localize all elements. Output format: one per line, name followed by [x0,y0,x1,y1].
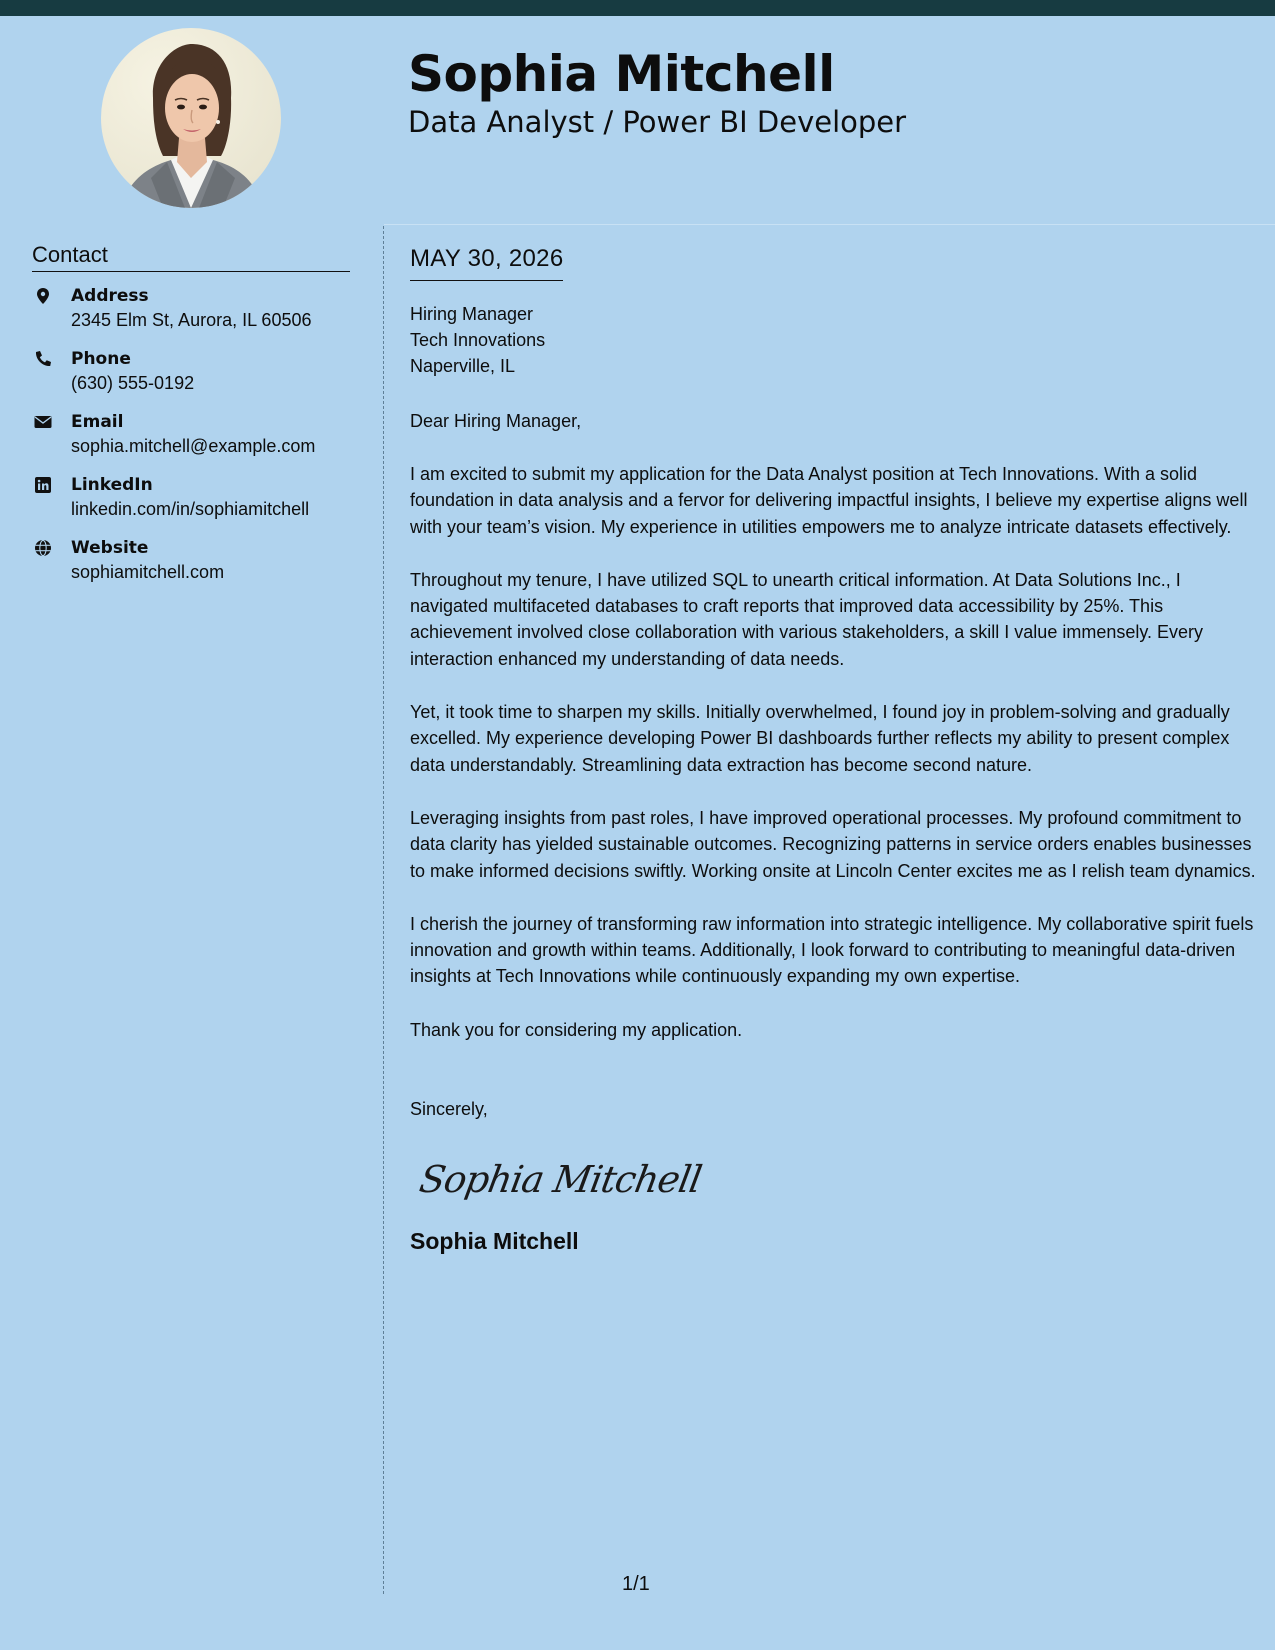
contact-item-linkedin [32,473,362,536]
letter-date: MAY 30, 2026 [410,242,563,281]
page-number: 1/1 [622,1573,650,1595]
recipient-line: Tech Innovations [410,330,546,350]
handwritten-signature: Sophia Mitchell [416,1158,705,1202]
top-accent-bar [0,0,1275,16]
contact-label: Website [71,538,149,558]
letter-paragraph: Throughout my tenure, I have utilized SQL to unearth critical information. At Data Solutions Inc., I navigated multifaceted databases to craft reports that improved data accessibility by 25%. This achievement involved close collaboration with various stakeholders, a skill I value immensely. Every interaction enhanced my understanding of data needs. [410,569,1204,669]
closing: Sincerely, [410,1099,488,1120]
map-pin-icon [34,287,52,305]
phone-icon [34,350,52,368]
contact-item-phone [32,347,362,410]
salutation: Dear Hiring Manager, [410,411,582,431]
recipient-block [410,301,1260,379]
contact-item-email [32,410,362,473]
contact-label: Phone [71,349,131,369]
letter-paragraph: I am excited to submit my application for the Data Analyst position at Tech Innovations. With a solid foundation in data analysis and a fervor for delivering impactful insights, I believe my expertise aligns well with your team’s vision. My experience in utilities empowers me to analyze intricate datasets effectively. [410,464,1248,537]
recipient-line: Hiring Manager [410,304,534,324]
letter-body [410,242,1260,1256]
globe-icon [34,539,52,557]
applicant-name: Sophia Mitchell [408,45,835,103]
recipient-line: Naperville, IL [410,356,516,376]
letter-paragraph: I cherish the journey of transforming raw information into strategic intelligence. My collaborative spirit fuels innovation and growth within teams. Additionally, I look forward to contributing to meaningful data-driven insights at Tech Innovations while continuously expanding my own expertise. [410,913,1254,987]
header-divider [384,224,1275,225]
linkedin-icon [34,476,52,494]
envelope-icon [34,413,52,431]
contact-value: sophia.mitchell@example.com [71,436,316,456]
contact-list [32,284,362,599]
profile-photo [101,28,281,208]
contact-item-website [32,536,362,599]
contact-label: Email [71,412,124,432]
letter-paragraph: Yet, it took time to sharpen my skills. Initially overwhelmed, I found joy in problem-solving and gradually excelled. My experience developing Power BI dashboards further reflects my ability to present complex data understandably. Streamlining data extraction has become second nature. [410,702,1230,775]
job-title: Data Analyst / Power BI Developer [408,105,907,139]
contact-label: LinkedIn [71,475,153,495]
letter-paragraph: Leveraging insights from past roles, I have improved operational processes. My profound commitment to data clarity has yielded sustainable outcomes. Recognizing patterns in service orders enables businesses to make informed decisions swiftly. Working onsite at Lincoln Center excites me as I relish team dynamics. [410,807,1256,881]
contact-value: 2345 Elm St, Aurora, IL 60506 [71,310,312,330]
contact-value: sophiamitchell.com [71,562,225,582]
contact-value: (630) 555-0192 [71,373,195,393]
signer-name: Sophia Mitchell [410,1228,579,1255]
column-divider [383,226,384,1594]
contact-value: linkedin.com/in/sophiamitchell [71,499,310,519]
contact-label: Address [71,286,149,306]
contact-item-address [32,284,362,347]
letter-paragraph: Thank you for considering my application. [410,1019,743,1040]
contact-heading: Contact [32,240,350,272]
